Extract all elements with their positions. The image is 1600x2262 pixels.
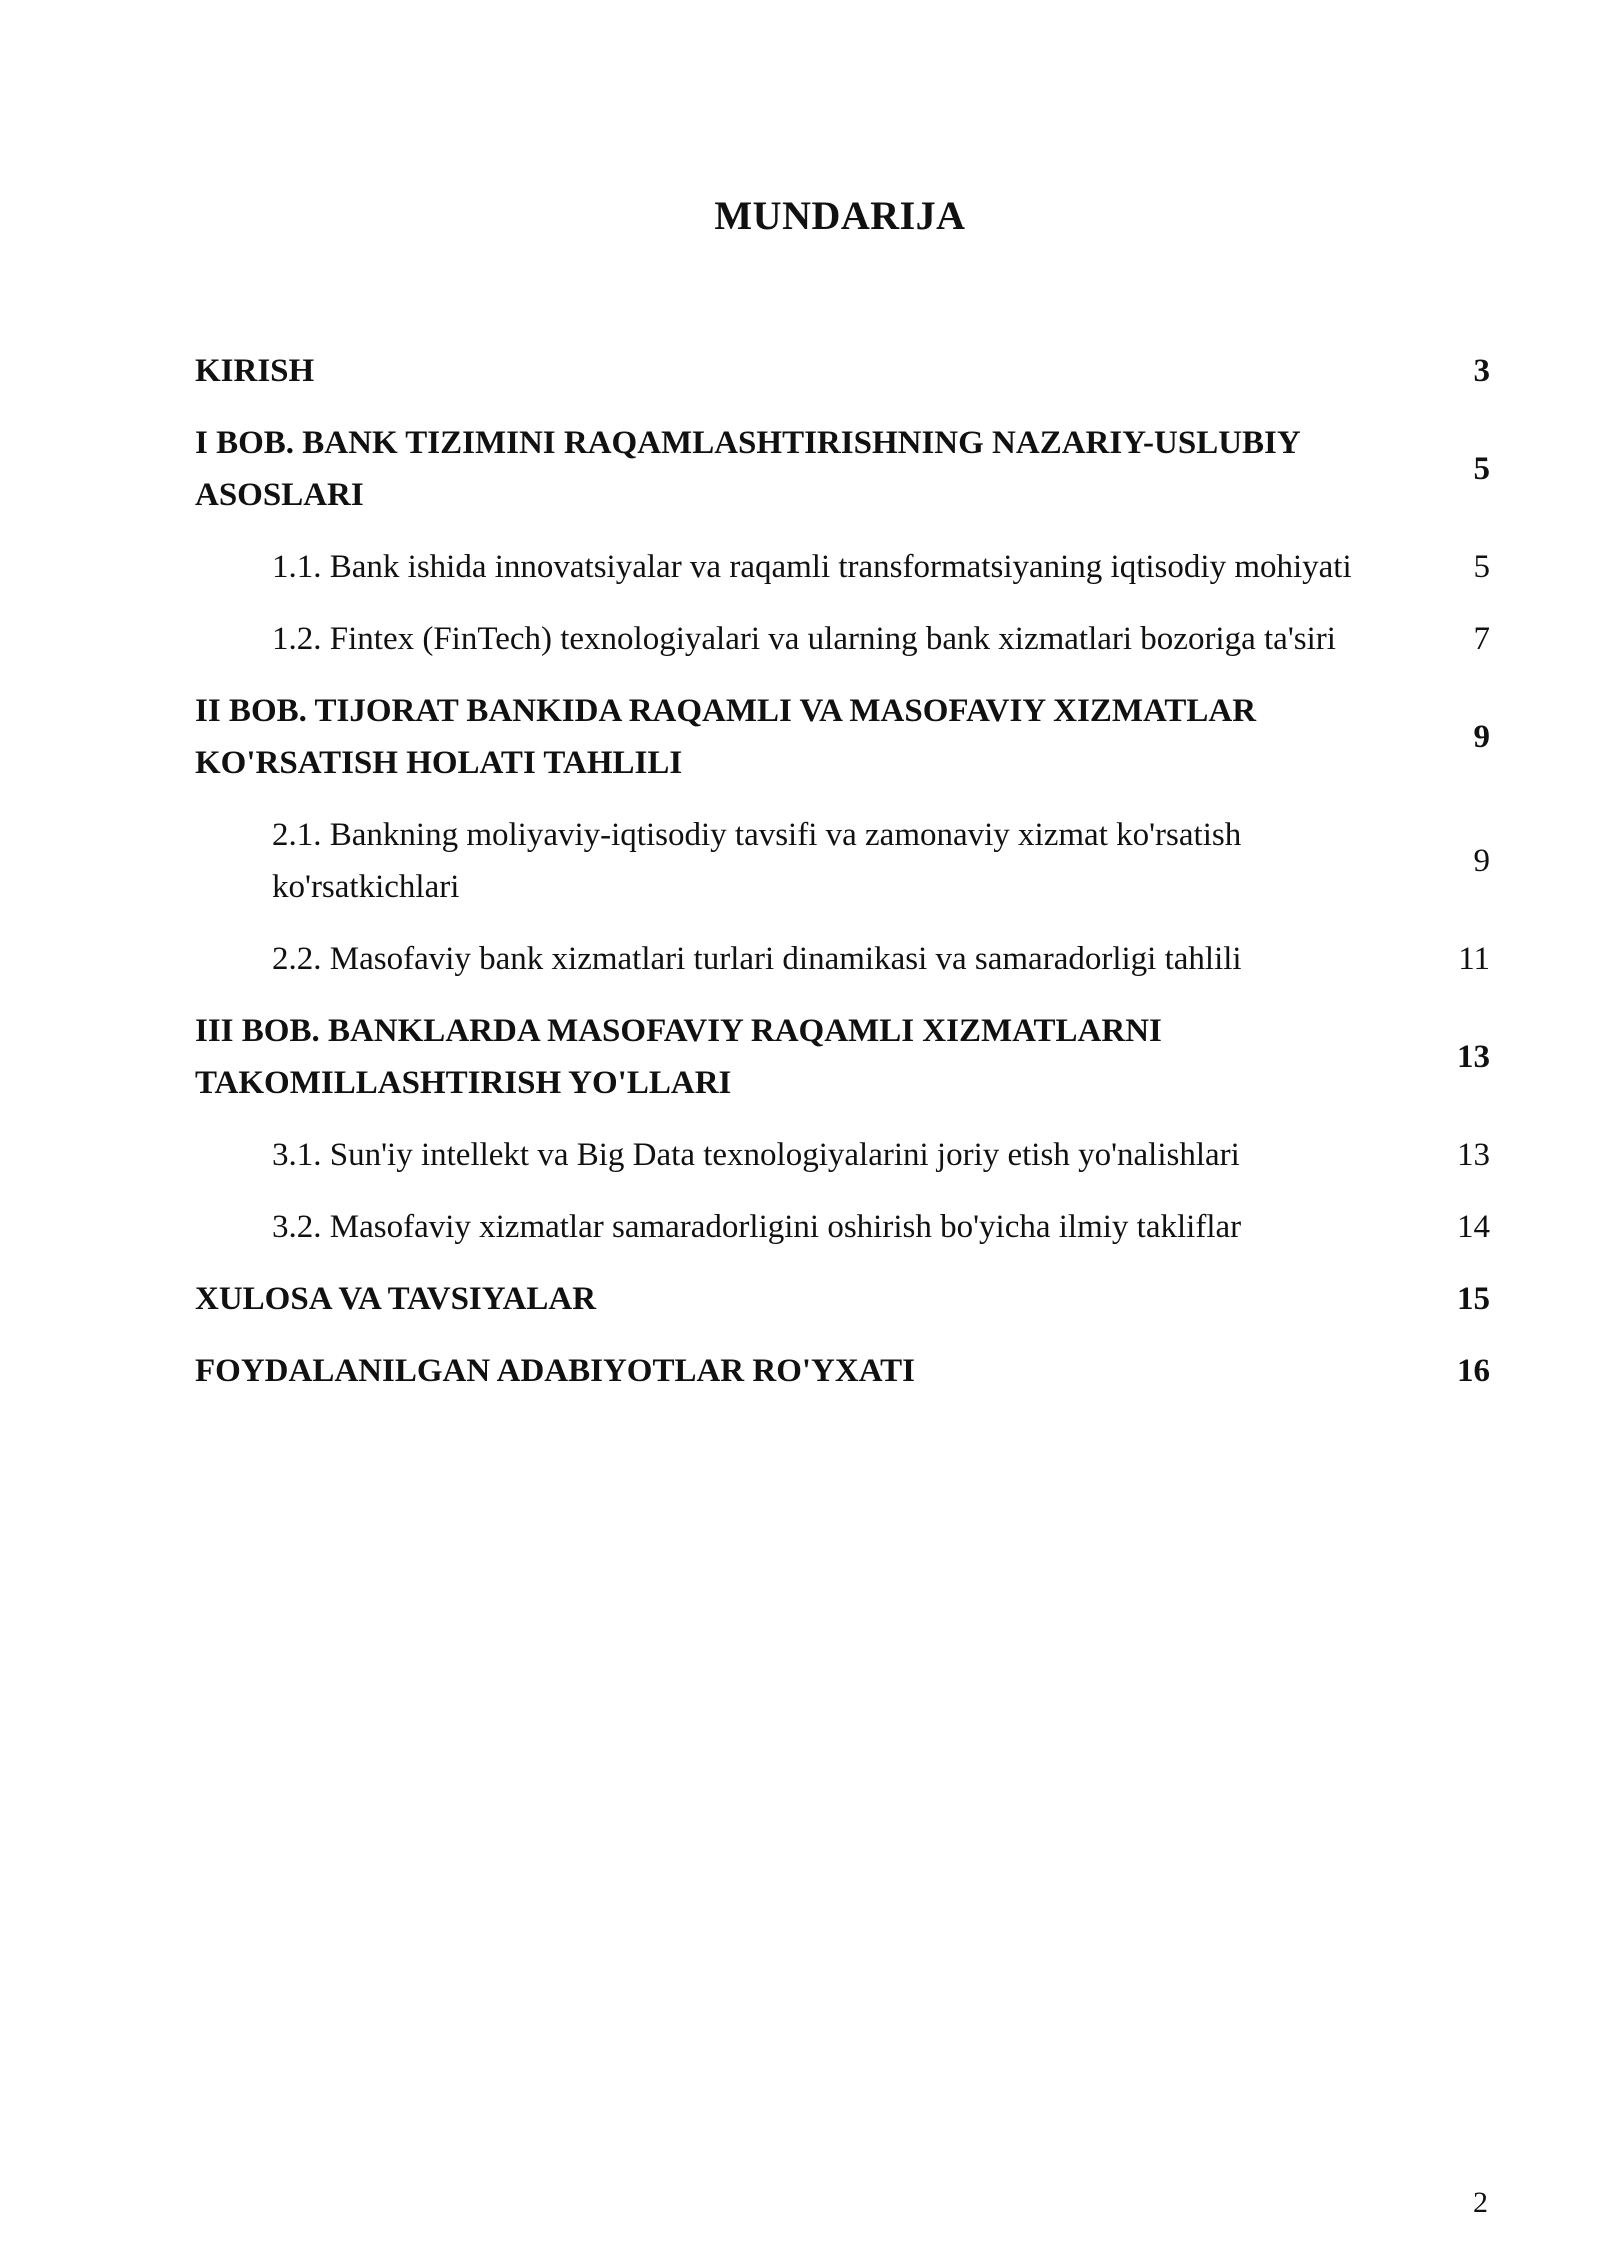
toc-entry-text: XULOSA VA TAVSIYALAR bbox=[195, 1281, 597, 1317]
toc-entry-page: 13 bbox=[1457, 1039, 1490, 1075]
toc-entry-page: 15 bbox=[1457, 1281, 1490, 1317]
toc-entry-text: 3.2. Masofaviy xizmatlar samaradorligini oshirish bo'yicha ilmiy takliflar bbox=[272, 1209, 1242, 1245]
toc-entry-text: 2.1. Bankning moliyaviy-iqtisodiy tavsifi va zamonaviy xizmat ko'rsatish ko'rsatkichlari bbox=[272, 817, 1242, 905]
toc-entry-section-3-1[interactable] bbox=[195, 1119, 1490, 1191]
toc-entry-page: 16 bbox=[1457, 1353, 1490, 1389]
toc-entry-page: 9 bbox=[1473, 719, 1490, 755]
table-of-contents bbox=[195, 335, 1490, 1407]
toc-entry-page: 9 bbox=[1473, 843, 1490, 879]
toc-entry-text: I BOB. BANK TIZIMINI RAQAMLASHTIRISHNING NAZARIY-USLUBIY ASOSLARI bbox=[195, 425, 1300, 513]
page-title: MUNDARIJA bbox=[714, 193, 966, 238]
toc-entry-text: III BOB. BANKLARDA MASOFAVIY RAQAMLI XIZMATLARNI TAKOMILLASHTIRISH YO'LLARI bbox=[195, 1013, 1162, 1101]
toc-entry-introduction[interactable] bbox=[195, 335, 1490, 407]
toc-entry-section-1-1[interactable] bbox=[195, 531, 1490, 603]
toc-entry-conclusion[interactable] bbox=[195, 1263, 1490, 1335]
toc-entry-chapter-1[interactable] bbox=[195, 407, 1490, 531]
toc-entry-section-2-2[interactable] bbox=[195, 923, 1490, 995]
toc-entry-page: 14 bbox=[1457, 1209, 1490, 1245]
toc-entry-chapter-3[interactable] bbox=[195, 995, 1490, 1119]
toc-entry-page: 5 bbox=[1473, 549, 1490, 585]
page-number: 2 bbox=[1473, 2186, 1488, 2219]
toc-entry-page: 3 bbox=[1473, 353, 1490, 389]
toc-entry-section-3-2[interactable] bbox=[195, 1191, 1490, 1263]
toc-entry-text: II BOB. TIJORAT BANKIDA RAQAMLI VA MASOFAVIY XIZMATLAR KO'RSATISH HOLATI TAHLILI bbox=[195, 693, 1257, 781]
toc-entry-page: 11 bbox=[1458, 941, 1490, 977]
toc-entry-text: 3.1. Sun'iy intellekt va Big Data texnologiyalarini joriy etish yo'nalishlari bbox=[272, 1137, 1240, 1173]
toc-entry-page: 5 bbox=[1473, 451, 1490, 487]
toc-entry-text: KIRISH bbox=[195, 353, 315, 389]
toc-entry-page: 7 bbox=[1473, 621, 1490, 657]
toc-entry-text: FOYDALANILGAN ADABIYOTLAR RO'YXATI bbox=[195, 1353, 915, 1389]
toc-entry-chapter-2[interactable] bbox=[195, 675, 1490, 799]
toc-entry-section-1-2[interactable] bbox=[195, 603, 1490, 675]
toc-entry-page: 13 bbox=[1457, 1137, 1490, 1173]
toc-entry-text: 1.2. Fintex (FinTech) texnologiyalari va ularning bank xizmatlari bozoriga ta'siri bbox=[272, 621, 1336, 657]
toc-entry-text: 2.2. Masofaviy bank xizmatlari turlari dinamikasi va samaradorligi tahlili bbox=[272, 941, 1242, 977]
toc-entry-references[interactable] bbox=[195, 1335, 1490, 1407]
toc-entry-section-2-1[interactable] bbox=[195, 799, 1490, 923]
toc-entry-text: 1.1. Bank ishida innovatsiyalar va raqamli transformatsiyaning iqtisodiy mohiyati bbox=[272, 549, 1352, 585]
